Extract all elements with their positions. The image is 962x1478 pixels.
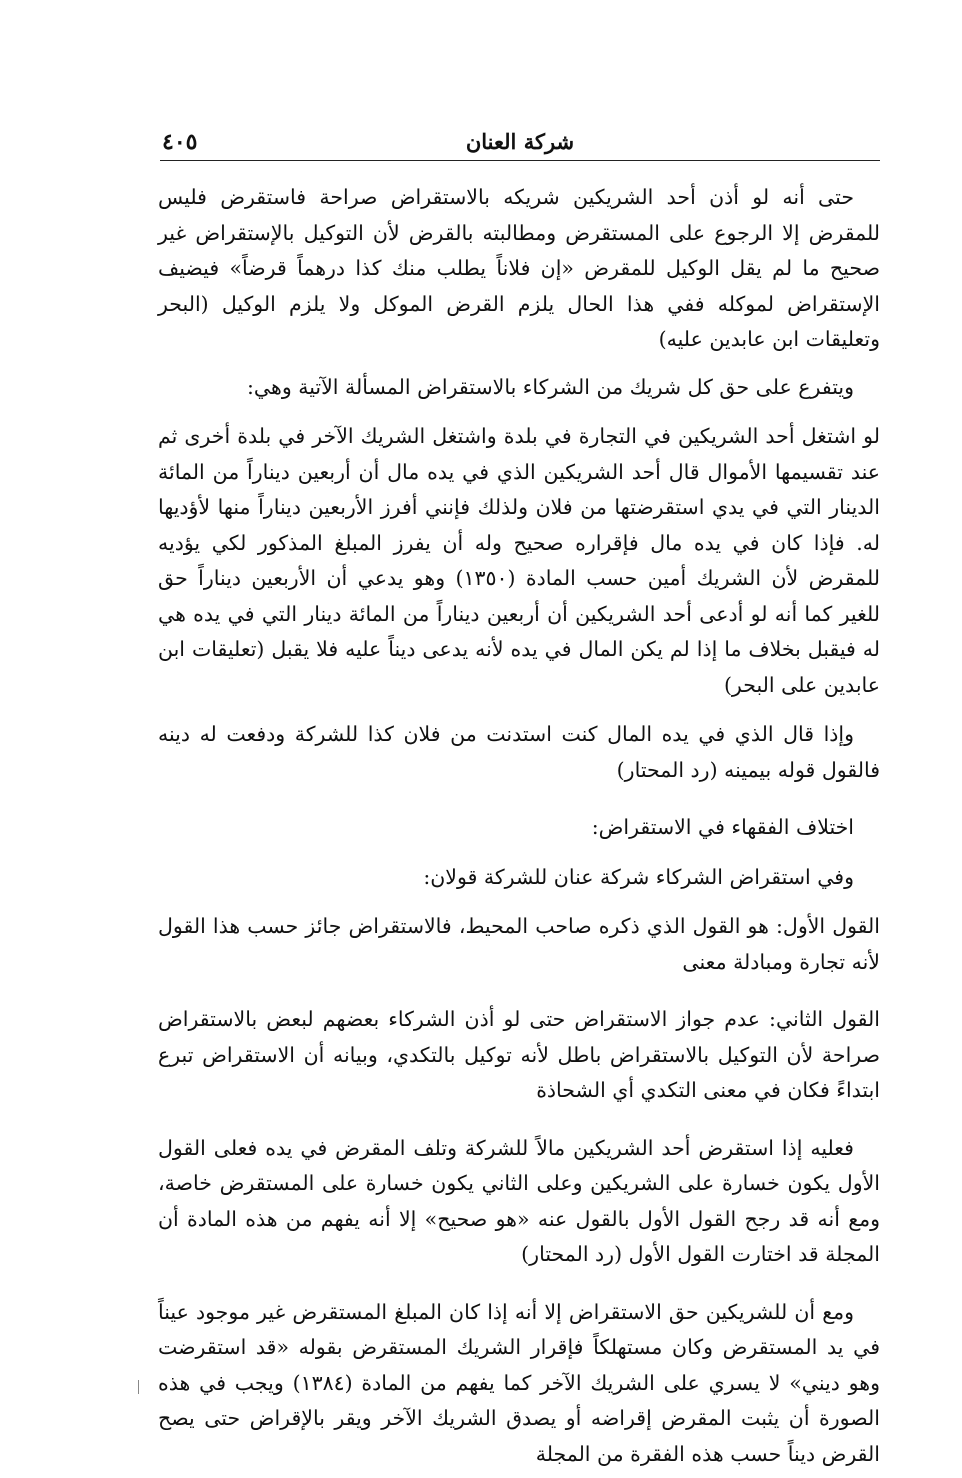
paragraph-4: وإذا قال الذي في يده المال كنت استدنت من فلان كذا للشركة ودفعت له دينه فالقول قوله بيمينه (رد المحتار) <box>158 722 880 782</box>
paragraph-9: ومع أن للشريكين حق الاستقراض إلا أنه إذا كان المبلغ المستقرض غير موجود عيناً في يد المستقرض وكان مستهلكاً فإقرار الشريك المستقرض بقوله «قد استقرضت وهو ديني» لا يسري على الشريك الآخر كما يفهم من المادة (١٣٨٤) ويجب في هذه الصورة أن يثبت المقرض إقراضه أو يصدق الشريك الآخر ويقر بالإقراض حتى يصح القرض ديناً حسب هذه الفقرة من المجلة <box>158 1299 880 1466</box>
paragraph-1: حتى أنه لو أذن أحد الشريكين شريكه بالاستقراض صراحة فاستقرض فليس للمقرض إلا الرجوع على المستقرض ومطالبته بالقرض لأن التوكيل بالإستقراض غير صحيح ما لم يقل الوكيل للمقرض «إن فلاناً يطلب منك كذا درهماً قرضاً» فيضيف الإستقراض لموكله ففي هذا الحال يلزم القرض الموكل ولا يلزم الوكيل (البحر وتعليقات ابن عابدين عليه) <box>158 185 880 351</box>
paragraph-7: القول الثاني: عدم جواز الاستقراض حتى لو أذن الشركاء بعضهم لبعض بالاستقراض صراحة لأن التوكيل بالاستقراض باطل لأنه توكيل بالتكدي، وبيانه أن الاستقراض تبرع ابتداءً فكان في معنى التكدي أي الشحاذة <box>158 1007 880 1102</box>
running-title: شركة العنان <box>465 129 575 154</box>
paragraph-5: وفي استقراض الشركاء شركة عنان للشركة قولان: <box>423 864 854 889</box>
scan-mark <box>138 1380 139 1394</box>
paragraph-8: فعليه إذا استقرض أحد الشريكين مالاً للشركة وتلف المقرض في يده فعلى القول الأول يكون خسارة على الشريكين وعلى الثاني يكون خسارة على المستقرض خاصة، ومع أنه قد رجح القول الأول بالقول عنه «هو صحيح» إلا أنه يفهم من هذه المادة أن المجلة قد اختارت القول الأول (رد المحتار) <box>158 1135 880 1266</box>
paragraph-3: لو اشتغل أحد الشريكين في التجارة في بلدة واشتغل الشريك الآخر في بلدة أخرى ثم عند تقسيمها الأموال قال أحد الشريكين الذي في يده مال أن أربعين ديناراً من المائة الدينار التي في يدي استقرضتها من فلان ولذلك فإنني أفرز الأربعين ديناراً منها لأؤديها له. فإذا كان في يده مال فإقراره صحيح وله أن يفرز المبلغ المذكور لكي يؤديه للمقرض لأن الشريك أمين حسب المادة (١٣٥٠) وهو يدعي أن الأربعين ديناراً حق للغير كما أنه لو أدعى أحد الشريكين أن أربعين ديناراً من المائة دينار التي في يده هي له فيقبل بخلاف ما إذا لم يكن المال في يده لأنه يدعى ديناً عليه فلا يقبل (تعليقات ابن عابدين على البحر) <box>158 424 880 697</box>
paragraph-2: ويتفرع على حق كل شريك من الشركاء بالاستقراض المسألة الآتية وهي: <box>247 374 854 399</box>
section-heading: اختلاف الفقهاء في الاستقراض: <box>591 815 854 839</box>
page-header <box>160 126 880 161</box>
page-body <box>158 180 880 1472</box>
page-number: ٤٠٥ <box>162 129 198 155</box>
paragraph-6: القول الأول: هو القول الذي ذكره صاحب المحيط، فالاستقراض جائز حسب هذا القول لأنه تجارة ومبادلة معنى <box>158 914 880 974</box>
